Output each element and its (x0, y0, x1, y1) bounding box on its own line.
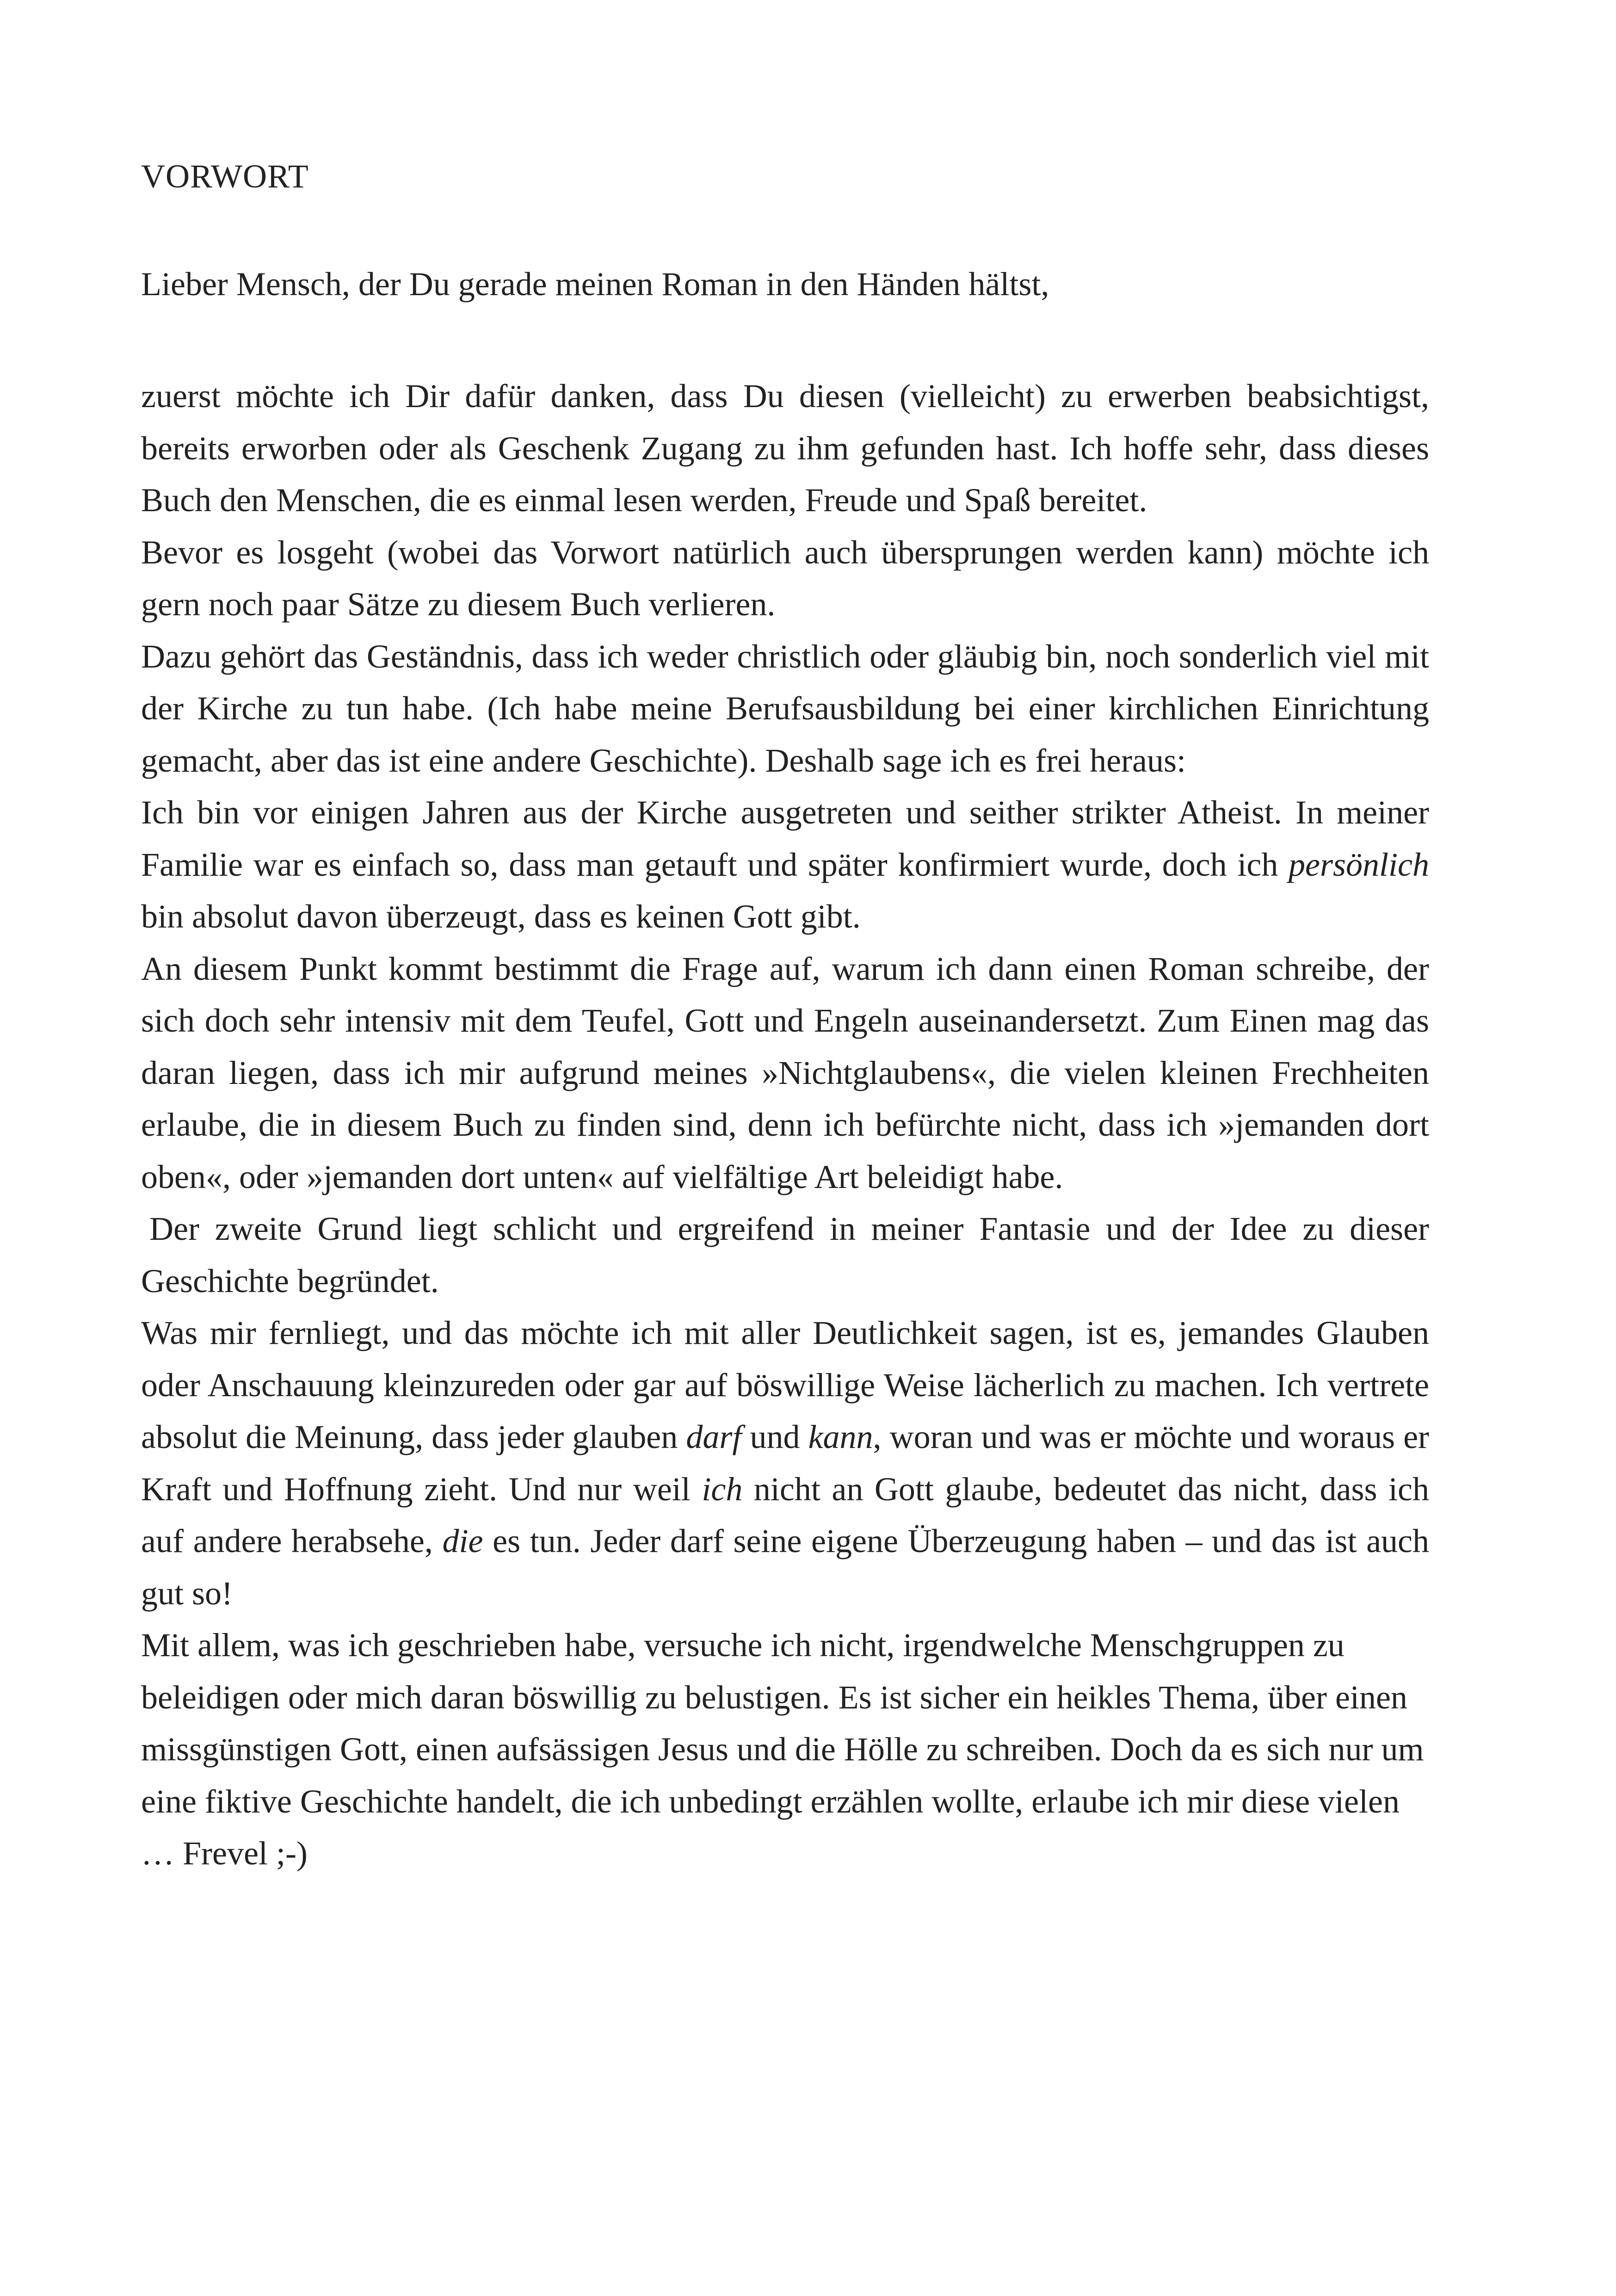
paragraph-5: An diesem Punkt kommt bestimmt die Frage auf, warum ich dann einen Roman schreibe, der sich doch sehr intensiv mit dem Teufel, Gott und Engeln auseinandersetzt. Zum Einen mag das daran liegen, dass ich mir aufgrund meines »Nichtglaubens«, die vielen kleinen Frechheiten erlaube, die in diesem Buch zu finden sind, denn ich befürchte nicht, dass ich »jemanden dort oben«, oder »jemanden dort unten« auf vielfältige Art beleidigt habe. (141, 950, 1429, 1195)
paragraph-2: Bevor es losgeht (wobei das Vorwort natürlich auch übersprungen werden kann) möchte ich gern noch paar Sätze zu diesem Buch verlieren. (141, 533, 1429, 623)
paragraph-7-text-e: es tun. Jeder darf seine eigene Überzeugung haben – und das ist auch gut so! (141, 1522, 1429, 1612)
paragraph-4 (141, 786, 1429, 943)
paragraph-6: Der zweite Grund liegt schlicht und ergreifend in meiner Fantasie und der Idee zu dieser Geschichte begründet. (141, 1210, 1429, 1300)
page-title: VORWORT (141, 158, 309, 195)
paragraph-4-text-a: Ich bin vor einigen Jahren aus der Kirche ausgetreten und seither strikter Atheist. In meiner Familie war es einfach so, dass man getauft und später konfirmiert wurde, doch ich (141, 794, 1429, 883)
paragraph-7-emphasis-die: die (442, 1522, 483, 1560)
paragraph-7-text-d: nicht an Gott glaube, bedeutet das nicht, dass ich auf andere herabsehe, (141, 1470, 1430, 1560)
paragraph-4-emphasis: persönlich (1289, 846, 1429, 883)
paragraph-7-text-a: Was mir fernliegt, und das möchte ich mit aller Deutlichkeit sagen, ist es, jemandes Glauben oder Anschauung kleinzureden oder gar auf böswillige Weise lächerlich zu machen. Ich vertrete absolut die Meinung, dass jeder glauben (141, 1314, 1429, 1455)
body-text (141, 370, 1429, 1880)
paragraph-7-emphasis-kann: kann (808, 1418, 873, 1455)
paragraph-7-text-c: , woran und was er möchte und woraus er Kraft und Hoffnung zieht. Und nur weil (141, 1418, 1429, 1508)
paragraph-4-text-b: bin absolut davon überzeugt, dass es keinen Gott gibt. (141, 898, 861, 935)
paragraph-3: Dazu gehört das Geständnis, dass ich weder christlich oder gläubig bin, noch sonderlich viel mit der Kirche zu tun habe. (Ich habe meine Berufsausbildung bei einer kirchlichen Einrichtung gemacht, aber das ist eine andere Geschichte). Deshalb sage ich es frei heraus: (141, 637, 1429, 779)
paragraph-7-emphasis-ich: ich (702, 1470, 743, 1508)
paragraph-7-text-b: und (741, 1418, 808, 1455)
paragraph-1: zuerst möchte ich Dir dafür danken, dass Du diesen (vielleicht) zu erwerben beabsichtigst, bereits erworben oder als Geschenk Zugang zu ihm gefunden hast. Ich hoffe sehr, dass dieses Buch den Menschen, die es einmal lesen werden, Freude und Spaß bereitet. (141, 378, 1429, 519)
paragraph-8: Mit allem, was ich geschrieben habe, versuche ich nicht, irgendwelche Menschgruppen zu beleidigen oder mich daran böswillig zu belustigen. Es ist sicher ein heikles Thema, über einen missgünstigen Gott, einen aufsässigen Jesus und die Hölle zu schreiben. Doch da es sich nur um eine fiktive Geschichte handelt, die ich unbedingt erzählen wollte, erlaube ich mir diese vielen … Frevel ;-) (141, 1627, 1424, 1872)
paragraph-7-emphasis-darf: darf (686, 1418, 742, 1455)
paragraph-7 (141, 1307, 1429, 1619)
salutation: Lieber Mensch, der Du gerade meinen Roman in den Händen hältst, (141, 266, 1049, 303)
